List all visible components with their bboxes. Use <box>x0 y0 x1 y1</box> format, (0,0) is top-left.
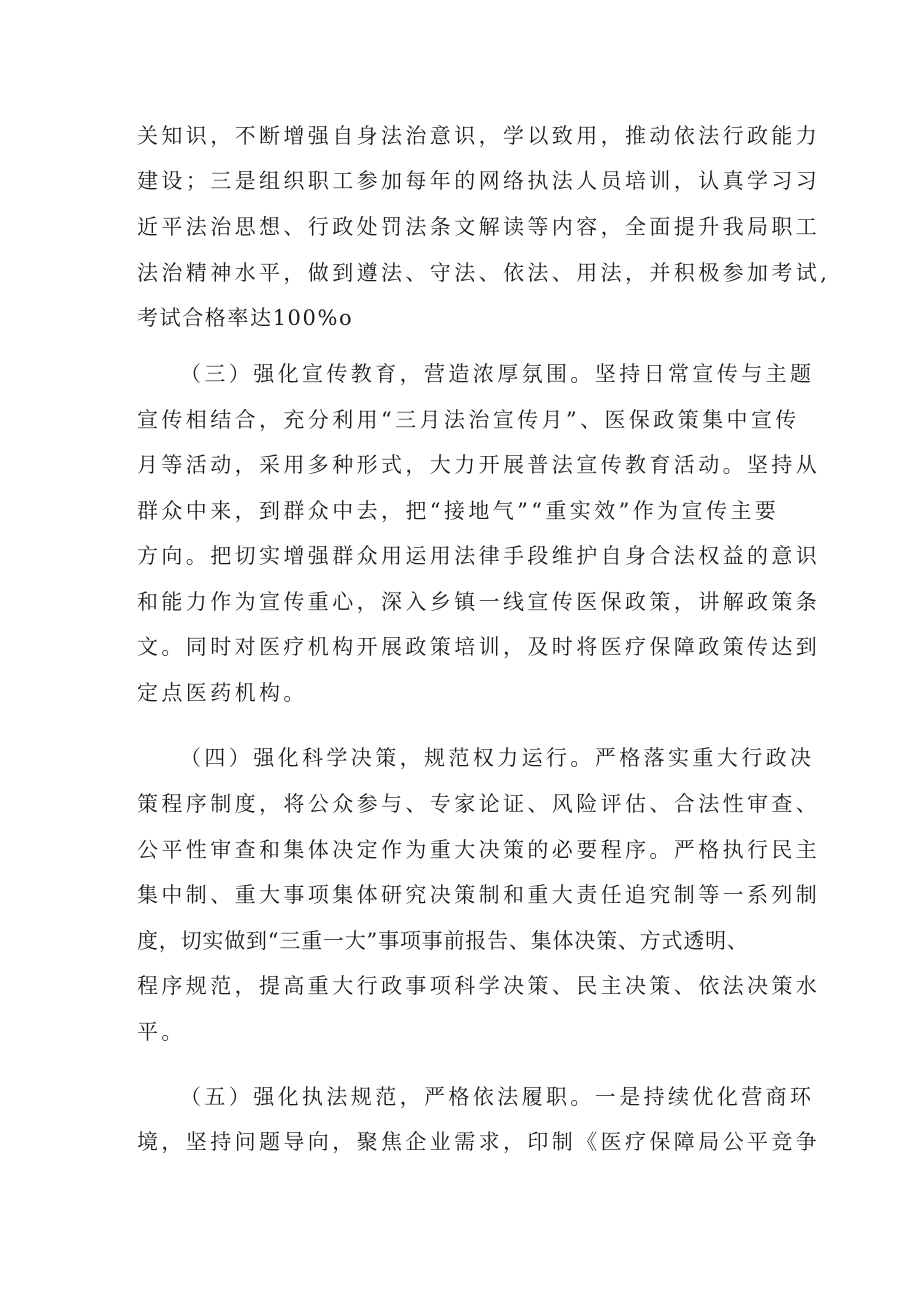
text-line: 群众中来，到群众中去，把“接地气”“重实效”作为宣传主要 <box>137 499 780 523</box>
text-line: 建设；三是组织职工参加每年的网络执法人员培训，认真学习习 <box>137 169 821 193</box>
text-line: 考试合格率达100%o <box>137 306 354 330</box>
text-line: 策程序制度，将公众参与、专家论证、风险评估、合法性审查、 <box>137 792 821 816</box>
paragraph-first-line: （五）强化执法规范，严格依法履职。一是持续优化营商环 <box>180 1085 815 1109</box>
text-line: 公平性审查和集体决定作为重大决策的必要程序。严格执行民主 <box>137 838 821 862</box>
text-line: 境，坚持问题导向，聚焦企业需求，印制《医疗保障局公平竞争 <box>137 1130 821 1154</box>
text-line: 关知识，不断增强自身法治意识，学以致用，推动依法行政能力 <box>137 124 821 148</box>
text-line: 程序规范，提高重大行政事项科学决策、民主决策、依法决策水 <box>137 974 821 998</box>
text-line: 集中制、重大事项集体研究决策制和重大责任追究制等一系列制 <box>137 883 821 907</box>
text-line: 度，切实做到“三重一大”事项事前报告、集体决策、方式透明、 <box>137 929 749 953</box>
text-line: 和能力作为宣传重心，深入乡镇一线宣传医保政策，讲解政策条 <box>137 590 821 614</box>
text-line: 月等活动，采用多种形式，大力开展普法宣传教育活动。坚持从 <box>137 453 821 477</box>
text-line: 近平法治思想、行政处罚法条文解读等内容，全面提升我局职工 <box>137 215 821 239</box>
text-line: 法治精神水平，做到遵法、守法、依法、用法，并积极参加考试, <box>137 261 831 285</box>
paragraph-first-line: （四）强化科学决策，规范权力运行。严格落实重大行政决 <box>180 746 815 770</box>
paragraph-first-line: （三）强化宣传教育，营造浓厚氛围。坚持日常宣传与主题 <box>180 362 815 386</box>
text-line: 方向。把切实增强群众用运用法律手段维护自身合法权益的意识 <box>137 544 821 568</box>
text-line: 平。 <box>137 1020 186 1044</box>
text-line: 宣传相结合，充分利用“三月法治宣传月”、医保政策集中宣传 <box>137 408 800 432</box>
text-line: 文。同时对医疗机构开展政策培训，及时将医疗保障政策传达到 <box>137 635 821 659</box>
text-line: 定点医药机构。 <box>137 681 308 705</box>
